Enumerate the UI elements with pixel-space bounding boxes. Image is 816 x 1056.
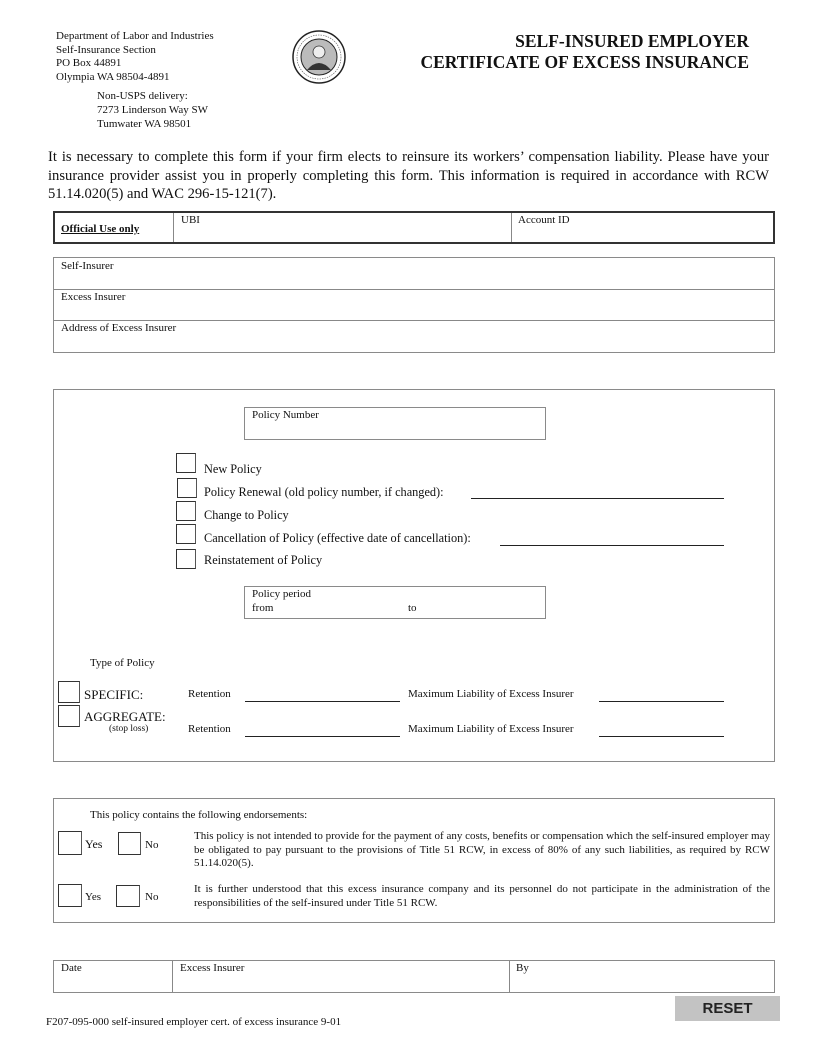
agency-name: Department of Labor and Industries <box>56 30 214 42</box>
excess-insurer-address-field[interactable]: Address of Excess Insurer <box>61 322 177 334</box>
agency-address <box>56 30 214 84</box>
signature-box <box>53 960 775 993</box>
official-use-box <box>53 211 775 244</box>
yes-label: Yes <box>85 837 103 851</box>
self-insurer-field[interactable]: Self-Insurer <box>61 260 114 272</box>
aggregate-label: AGGREGATE: <box>84 709 166 724</box>
yes-label: Yes <box>85 891 102 903</box>
divider <box>509 961 510 992</box>
endorsements-heading: This policy contains the following endorsements: <box>90 809 308 821</box>
divider <box>54 320 774 321</box>
max-liability-label: Maximum Liability of Excess Insurer <box>408 723 574 735</box>
max-liability-label: Maximum Liability of Excess Insurer <box>408 688 574 700</box>
policy-renewal-checkbox[interactable] <box>177 478 197 498</box>
account-id-field[interactable]: Account ID <box>518 214 570 226</box>
date-field[interactable]: Date <box>61 962 82 974</box>
section-name: Self-Insurance Section <box>56 43 156 56</box>
official-use-label: Official Use only <box>61 223 140 235</box>
change-policy-label: Change to Policy <box>204 508 289 522</box>
new-policy-checkbox[interactable] <box>176 453 196 473</box>
retention-label: Retention <box>188 723 231 735</box>
po-box: PO Box 44891 <box>56 57 122 69</box>
endorsement-1-yes-checkbox[interactable] <box>58 831 82 855</box>
delivery-address <box>97 89 208 131</box>
aggregate-checkbox[interactable] <box>58 705 80 727</box>
to-label: to <box>408 602 417 614</box>
type-of-policy-label: Type of Policy <box>90 657 155 669</box>
retention-label: Retention <box>188 688 231 700</box>
reinstatement-checkbox[interactable] <box>176 549 196 569</box>
city-zip: Olympia WA 98504-4891 <box>56 70 170 83</box>
aggregate-retention-input[interactable] <box>245 736 400 737</box>
aggregate-max-liability-input[interactable] <box>599 736 724 737</box>
excess-insurer-field[interactable]: Excess Insurer <box>61 291 126 303</box>
specific-checkbox[interactable] <box>58 681 80 703</box>
policy-period-label: Policy period <box>252 588 311 600</box>
endorsement-2-yes-checkbox[interactable] <box>58 884 82 907</box>
form-id: F207-095-000 self-insured employer cert. of excess insurance 9-01 <box>46 1016 342 1028</box>
signature-excess-insurer-field[interactable]: Excess Insurer <box>180 962 245 974</box>
ubi-field[interactable]: UBI <box>181 214 200 226</box>
policy-box <box>53 389 775 762</box>
delivery-city: Tumwater WA 98501 <box>97 118 192 130</box>
endorsement-2-no-checkbox[interactable] <box>116 885 140 907</box>
specific-retention-input[interactable] <box>245 701 400 702</box>
title-line-1: SELF-INSURED EMPLOYER <box>515 31 749 51</box>
policy-number-field[interactable] <box>244 407 546 440</box>
delivery-street: 7273 Linderson Way SW <box>97 104 209 116</box>
page-title <box>420 31 749 73</box>
state-seal-icon <box>292 30 346 84</box>
by-field[interactable]: By <box>516 962 529 974</box>
policy-number-label: Policy Number <box>252 409 319 421</box>
no-label: No <box>145 891 159 903</box>
divider <box>511 213 512 242</box>
from-label: from <box>252 602 274 614</box>
policy-renewal-label: Policy Renewal (old policy number, if changed): <box>204 485 444 499</box>
specific-label: SPECIFIC: <box>84 687 144 702</box>
cancellation-label: Cancellation of Policy (effective date of cancellation): <box>204 531 471 545</box>
cancellation-checkbox[interactable] <box>176 524 196 544</box>
stop-loss-label: (stop loss) <box>109 724 149 734</box>
change-policy-checkbox[interactable] <box>176 501 196 521</box>
reset-button[interactable]: RESET <box>675 996 780 1021</box>
reinstatement-label: Reinstatement of Policy <box>204 553 323 567</box>
endorsement-1-no-checkbox[interactable] <box>118 832 141 855</box>
no-label: No <box>145 839 159 851</box>
policy-period-field[interactable] <box>244 586 546 619</box>
intro-text: It is necessary to complete this form if your firm elects to reinsure its workers’ compensation liability. Please have your insurance provider assist you in properly completing this form. This information is required in accordance with RCW 51.14.020(5) and WAC 296-15-121(7). <box>48 149 769 202</box>
new-policy-label: New Policy <box>204 462 262 476</box>
title-line-2: CERTIFICATE OF EXCESS INSURANCE <box>420 52 749 72</box>
divider <box>172 961 173 992</box>
parties-box <box>53 257 775 353</box>
endorsement-1-text: This policy is not intended to provide for the payment of any costs, benefits or compensation which the self-insured employer may be obligated to pay pursuant to the provisions of Title 51 RCW, in excess of 80% of any such liabilities, as required by RCW 51.14.020(5). <box>194 830 770 869</box>
divider <box>54 289 774 290</box>
old-policy-number-input[interactable] <box>471 498 724 499</box>
delivery-label: Non-USPS delivery: <box>97 90 188 102</box>
cancellation-date-input[interactable] <box>500 545 724 546</box>
divider <box>173 213 174 242</box>
specific-max-liability-input[interactable] <box>599 701 724 702</box>
endorsement-2-text: It is further understood that this excess insurance company and its personnel do not participate in the administration of the responsibilities of the self-insured under Title 51 RCW. <box>194 883 770 909</box>
